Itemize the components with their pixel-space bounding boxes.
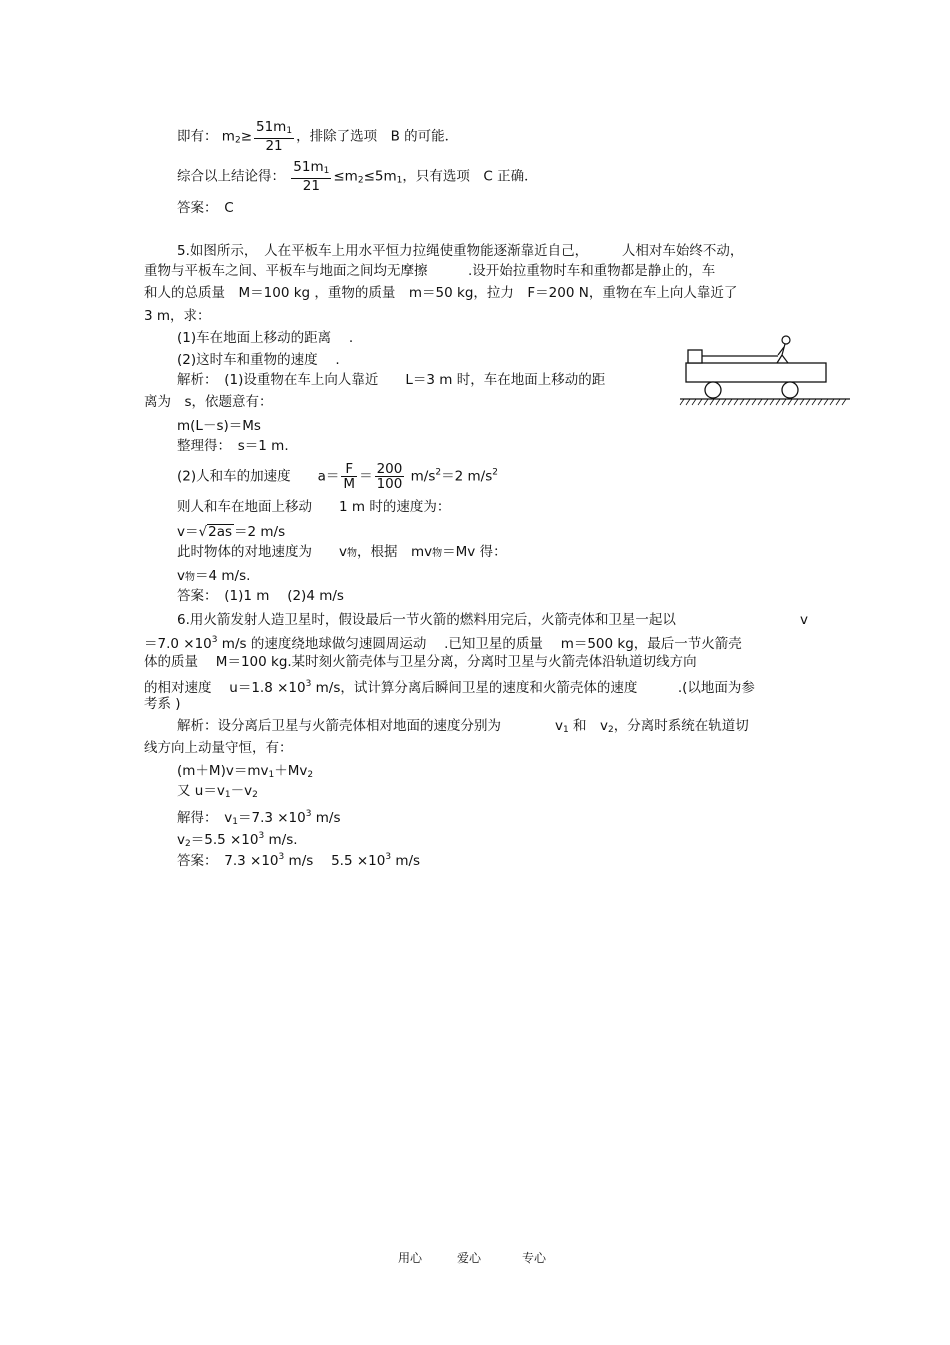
text: ，分离时系统在轨道切 xyxy=(613,718,749,734)
fraction xyxy=(254,120,294,153)
text: 解得： v xyxy=(177,810,233,826)
subscript: 2 xyxy=(234,135,241,146)
text: m/s. xyxy=(264,832,298,848)
text: ，只有选项 C 正确． xyxy=(402,168,538,185)
problem5-text: 和人的总质量 M＝100 kg ，重物的质量 m＝50 kg，拉力 F＝200 N，重物在车上向人靠近了 xyxy=(144,285,738,301)
subscript: 1 xyxy=(286,126,293,136)
problem5-question-2: (2)这时车和重物的速度 . xyxy=(177,352,340,368)
subscript: 物 xyxy=(347,548,357,559)
text: ＝5.5 ×10 xyxy=(190,832,259,848)
text: ＝Mv 得： xyxy=(442,544,507,560)
relative-velocity-equation xyxy=(177,783,258,803)
text: 的相对速度 u＝1.8 ×10 xyxy=(144,680,306,696)
text: 51m xyxy=(256,119,287,135)
text: m/s xyxy=(406,468,436,485)
wheel-left xyxy=(705,382,721,398)
solution-text xyxy=(177,718,749,738)
fraction xyxy=(291,160,331,193)
subscript: 2 xyxy=(307,770,314,780)
problem6-text: v xyxy=(800,612,808,628)
cart-body xyxy=(686,363,826,382)
acceleration-equation xyxy=(177,462,498,491)
derivation-line-range xyxy=(177,160,538,193)
problem6-text xyxy=(144,676,755,696)
result-v1 xyxy=(177,806,341,830)
radicand: 2as xyxy=(208,524,233,540)
text: ≥ xyxy=(240,128,252,145)
text: 又 u＝v xyxy=(177,783,225,799)
text: ＋Mv xyxy=(274,763,308,779)
text: ＝4 m/s. xyxy=(195,568,251,584)
problem6-text: 6.用火箭发射人造卫星时，假设最后一节火箭的燃料用完后，火箭壳体和卫星一起以 xyxy=(177,612,676,628)
solution-text: 离为 s，依题意有： xyxy=(144,394,273,410)
text: 和 v xyxy=(568,718,609,734)
fraction-numerator: 200 xyxy=(376,461,403,477)
text: 此时物体的对地速度为 v xyxy=(177,544,347,560)
text: v＝ xyxy=(177,524,199,540)
problem5-text: 重物与平板车之间、平板车与地面之间均无摩擦 .设开始拉重物时车和重物都是静止的，车 xyxy=(144,263,716,279)
text: m/s 的速度绕地球做匀速圆周运动 .已知卫星的质量 m＝500 kg，最后一节火箭壳 xyxy=(217,636,742,652)
fraction-denominator: 100 xyxy=(376,476,403,492)
equation xyxy=(177,568,250,586)
text: ，根据 mv xyxy=(357,544,433,560)
text: m/s 5.5 ×10 xyxy=(284,853,386,869)
person-icon xyxy=(777,336,790,363)
subscript: 物 xyxy=(185,572,195,583)
problem5-text: 3 m，求： xyxy=(144,308,211,324)
text: 即有： xyxy=(177,128,218,145)
text: ，排除了选项 B 的可能． xyxy=(296,128,459,145)
text: ＝2 m/s xyxy=(441,468,493,485)
solution-text: 线方向上动量守恒，有： xyxy=(144,740,293,756)
equation: m(L－s)＝Ms xyxy=(177,418,261,434)
cart-diagram xyxy=(678,333,853,408)
answer-line: 答案： (1)1 m (2)4 m/s xyxy=(177,588,344,604)
superscript: 3 xyxy=(278,852,285,862)
subscript: 1 xyxy=(323,166,330,176)
superscript: 3 xyxy=(258,831,265,841)
text: v xyxy=(177,832,185,848)
wheel-right xyxy=(782,382,798,398)
text: m/s，试计算分离后瞬间卫星的速度和火箭壳体的速度 .(以地面为参 xyxy=(311,680,755,696)
superscript: 3 xyxy=(305,809,312,819)
fraction-numerator: F xyxy=(341,462,357,477)
problem6-text: 考系 ) xyxy=(144,696,181,712)
velocity-equation xyxy=(177,524,285,540)
text: (m＋M)v＝mv xyxy=(177,763,269,779)
superscript: 2 xyxy=(492,467,498,478)
answer-line: 答案： C xyxy=(177,200,234,216)
solution-text xyxy=(177,544,507,562)
text: 综合以上结论得： xyxy=(177,168,285,185)
text: ＝2 m/s xyxy=(234,524,286,540)
subscript: 2 xyxy=(357,175,364,186)
subscript: 2 xyxy=(252,790,258,800)
superscript: 2 xyxy=(435,467,442,478)
text: (2)人和车的加速度 a＝ xyxy=(177,468,340,485)
fraction-denominator: 21 xyxy=(265,138,283,154)
fraction xyxy=(341,462,357,491)
fraction-denominator: M xyxy=(343,476,356,492)
subscript: 1 xyxy=(224,790,231,800)
solution-text: 则人和车在地面上移动 1 m 时的速度为： xyxy=(177,499,451,515)
superscript: 3 xyxy=(385,852,392,862)
fraction-numerator xyxy=(291,160,331,179)
derivation-line-m2 xyxy=(177,120,458,153)
solution-text: 解析： (1)设重物在车上向人靠近 L＝3 m 时，车在地面上移动的距 xyxy=(177,372,606,388)
fraction xyxy=(375,462,405,491)
superscript: 3 xyxy=(211,635,218,645)
subscript: 1 xyxy=(396,175,403,186)
problem5-question-1: (1)车在地面上移动的距离 . xyxy=(177,330,354,346)
superscript: 3 xyxy=(305,679,312,689)
text: m/s xyxy=(391,853,421,869)
problem6-text xyxy=(144,632,742,652)
fraction-denominator: 21 xyxy=(302,178,320,194)
problem6-text: 体的质量 M＝100 kg.某时刻火箭壳体与卫星分离，分离时卫星与火箭壳体沿轨道切线方向 xyxy=(144,654,697,670)
radical-sign: √ xyxy=(198,524,208,540)
text: －v xyxy=(230,783,253,799)
text: m/s xyxy=(311,810,341,826)
weight-block xyxy=(688,350,702,363)
text: v xyxy=(177,568,185,584)
footer-text: 专心 xyxy=(522,1251,547,1265)
subscript: 2 xyxy=(185,839,191,849)
text: ≤5m xyxy=(363,168,397,185)
footer-text: 爱心 xyxy=(457,1251,482,1265)
text: m xyxy=(221,128,235,145)
text: 51m xyxy=(293,159,324,175)
momentum-equation xyxy=(177,763,313,783)
text: 解析：设分离后卫星与火箭壳体相对地面的速度分别为 v xyxy=(177,718,563,734)
subscript: 1 xyxy=(232,817,238,827)
text: ＝7.0 ×10 xyxy=(144,636,212,652)
subscript: 1 xyxy=(268,770,275,780)
fraction-numerator xyxy=(254,120,294,139)
answer-line xyxy=(177,849,420,869)
text: ≤m xyxy=(333,168,358,185)
subscript: 2 xyxy=(608,725,614,735)
subscript: 1 xyxy=(563,725,569,735)
text: ＝ xyxy=(359,468,373,485)
solution-text: 整理得： s＝1 m. xyxy=(177,438,289,454)
text: ＝7.3 ×10 xyxy=(237,810,306,826)
problem5-text: 5.如图所示， 人在平板车上用水平恒力拉绳使重物能逐渐靠近自己， 人相对车始终不动， xyxy=(177,243,744,259)
ground xyxy=(680,399,850,405)
subscript: 物 xyxy=(432,548,443,559)
footer-text: 用心 xyxy=(398,1251,423,1265)
text: 答案： 7.3 ×10 xyxy=(177,853,279,869)
